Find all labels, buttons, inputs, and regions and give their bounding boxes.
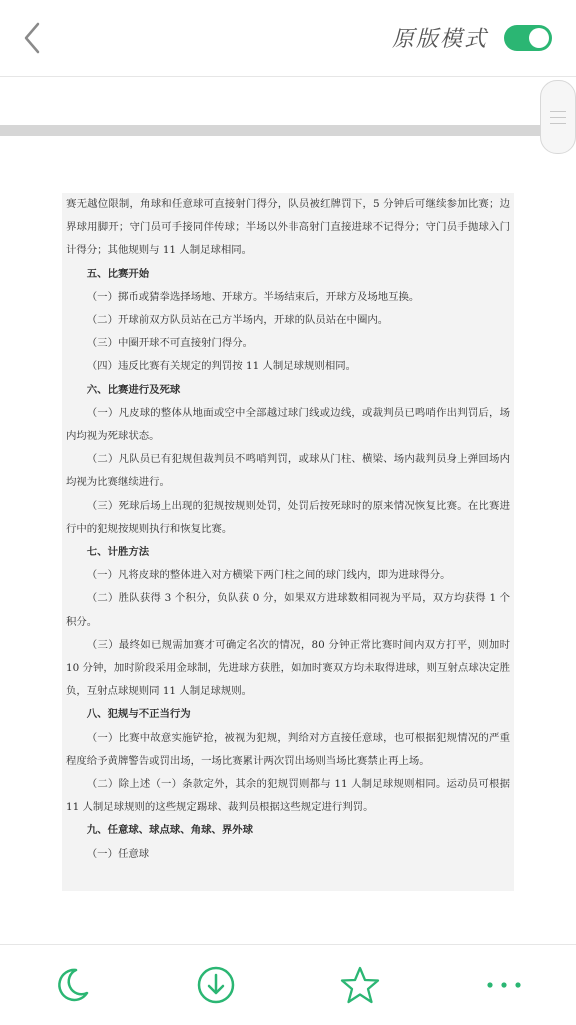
section-heading: 五、比赛开始 — [86, 267, 150, 280]
document-paragraph: （一）任意球 — [86, 847, 150, 860]
document-paragraph: （三）中圈开球不可直接射门得分。 — [86, 337, 254, 350]
scroll-handle[interactable] — [540, 80, 576, 154]
section-heading: 六、比赛进行及死球 — [86, 383, 181, 396]
chevron-left-icon — [14, 18, 54, 58]
document-paragraph: 赛无越位限制，角球和任意球可直接射门得分，队员被红牌罚下，5 分钟后可继续参加比赛；边界球用脚开；守门员可手接同伴传球；半场以外非高射门直接进球不记得分；守门员手抛球入门计得分；其他规则与 11 人制足球相同。 — [66, 198, 510, 257]
original-mode-label: 原版模式 — [391, 27, 488, 52]
document-paragraph: （一）比赛中故意实施铲抢，被视为犯规，判给对方直接任意球，也可根据犯规情况的严重程度给予黄牌警告或罚出场，一场比赛累计两次罚出场则当场比赛禁止再上场。 — [66, 731, 510, 767]
document-paragraph: （二）开球前双方队员站在己方半场内，开球的队员站在中圈内。 — [86, 314, 389, 327]
document-paragraph: （三）死球后场上出现的犯规按规则处罚，处罚后按死球时的原来情况恢复比赛。在比赛进行中的犯规按规则执行和恢复比赛。 — [66, 499, 510, 535]
page-separator — [0, 125, 576, 136]
more-button[interactable] — [484, 965, 524, 1005]
favorite-button[interactable] — [340, 965, 380, 1005]
section-heading: 八、犯规与不正当行为 — [86, 708, 191, 721]
document-paragraph: （三）最终如已规需加赛才可确定名次的情况，80 分钟正常比赛时间内双方打平，则加时 10 分钟，加时阶段采用金球制，先进球方获胜，如加时赛双方均未取得进球，则互射点球决定胜负，互射点球规则同 11 人制足球规则。 — [66, 638, 510, 698]
document-paragraph: （一）凡将皮球的整体进入对方横梁下两门柱之间的球门线内，即为进球得分。 — [86, 569, 451, 582]
document-paragraph: （一）凡皮球的整体从地面或空中全部越过球门线或边线，或裁判员已鸣哨作出判罚后，场内均视为死球状态。 — [66, 406, 510, 443]
back-button[interactable] — [14, 18, 54, 58]
original-mode-toggle[interactable] — [504, 25, 552, 51]
download-button[interactable] — [196, 965, 236, 1005]
top-toolbar — [0, 0, 576, 77]
section-heading: 七、计胜方法 — [86, 546, 150, 559]
section-heading: 九、任意球、球点球、角球、界外球 — [86, 824, 254, 837]
moon-icon — [52, 965, 92, 1005]
document-paragraph: （二）胜队获得 3 个积分，负队获 0 分，如果双方进球数相同视为平局，双方均获得 1 个积分。 — [66, 592, 510, 628]
document-paragraph: （二）凡队员已有犯规但裁判员不鸣哨判罚，或球从门柱、横梁、场内裁判员身上弹回场内均视为比赛继续进行。 — [66, 453, 510, 489]
star-icon — [340, 965, 380, 1005]
toggle-knob — [529, 28, 549, 48]
document-paragraph: （二）除上述（一）条款定外，其余的犯规罚则都与 11 人制足球规则相同。运动员可根据 11 人制足球规则的这些规定踢球、裁判员根据这些规定进行判罚。 — [66, 778, 510, 814]
document-page — [62, 193, 514, 891]
document-paragraph: （一）掷币或猜拳选择场地、开球方。半场结束后，开球方及场地互换。 — [86, 290, 420, 303]
more-dots-icon — [484, 965, 524, 1005]
document-paragraph: （四）违反比赛有关规定的判罚按 11 人制足球规则相同。 — [86, 360, 356, 373]
night-mode-button[interactable] — [52, 965, 92, 1005]
bottom-toolbar — [0, 944, 576, 1025]
download-icon — [196, 965, 236, 1005]
